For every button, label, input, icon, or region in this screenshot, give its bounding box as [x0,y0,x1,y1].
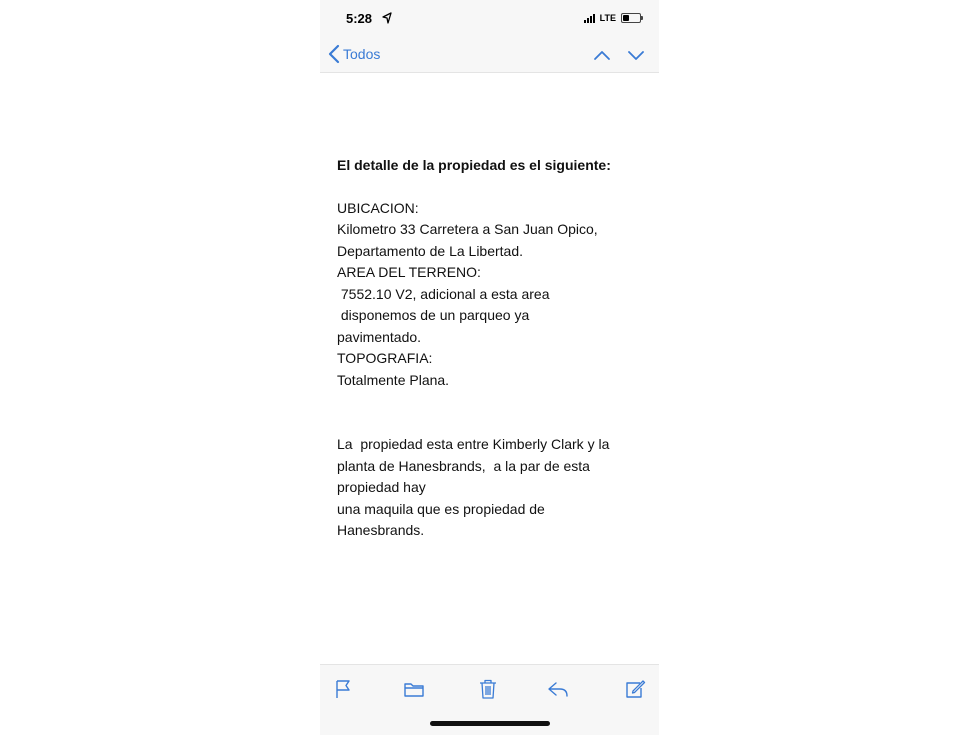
battery-fill [623,15,629,21]
mail-screen [320,0,659,734]
detail-line: Totalmente Plana. [337,371,450,388]
closing-line: propiedad hay [337,479,426,495]
location-arrow-icon [382,12,392,24]
compose-icon[interactable] [624,678,646,700]
detail-line: TOPOGRAFIA: [337,350,433,366]
property-location-note [337,434,647,542]
detail-line: Kilometro 33 Carretera a San Juan Opico, [337,221,598,237]
message-heading: El detalle de la propiedad es el siguiente: [337,157,611,173]
closing-line: planta de Hanesbrands, a la par de esta [337,457,590,474]
detail-line: pavimentado. [337,328,422,345]
home-indicator[interactable] [430,721,550,726]
closing-line: La propiedad esta entre Kimberly Clark y la [337,436,610,452]
detail-line: 7552.10 V2, adicional a esta area [337,285,550,302]
network-label: LTE [599,13,616,23]
detail-line: UBICACION: [337,199,419,216]
status-bar [320,0,659,38]
status-time: 5:28 [346,11,373,26]
message-navigation [593,46,645,64]
detail-line: disponemos de un parqueo ya [337,307,530,323]
chevron-up-icon[interactable] [593,46,611,64]
back-label: Todos [343,46,381,62]
message-body [337,155,647,542]
trash-icon[interactable] [477,678,499,700]
closing-line: una maquila que es propiedad de [337,500,545,517]
property-details [337,198,647,392]
detail-line: AREA DEL TERRENO: [337,264,481,280]
nav-bar [320,38,659,73]
chevron-down-icon[interactable] [627,46,645,64]
detail-line: Departamento de La Libertad. [337,242,524,259]
signal-icon [584,13,595,23]
flag-icon[interactable] [333,678,355,700]
battery-icon [621,13,641,23]
chevron-left-icon [328,44,340,64]
back-button[interactable] [328,44,380,64]
reply-icon[interactable] [547,678,569,700]
folder-icon[interactable] [403,678,425,700]
closing-line: Hanesbrands. [337,522,425,538]
status-indicators [584,12,641,24]
